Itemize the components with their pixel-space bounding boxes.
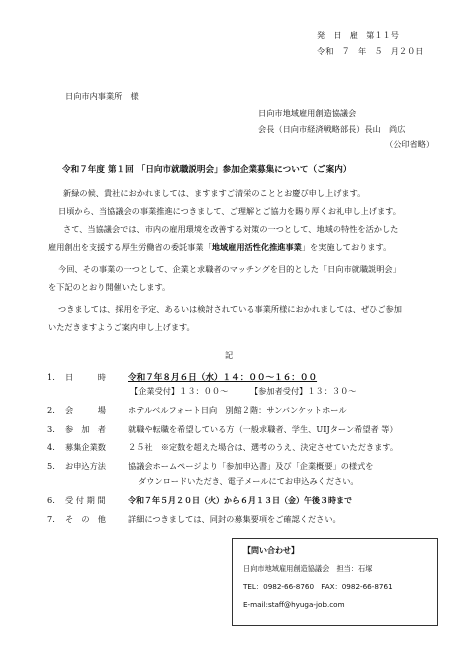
recipient: 日向市内事業所 様 bbox=[65, 91, 139, 101]
item-7-label: そ の 他 bbox=[65, 514, 106, 524]
item-6-label: 受 付 期 間 bbox=[65, 495, 106, 505]
page-title: 令和７年度 第１回 「日向市就職説明会」参加企業募集について（ご案内） bbox=[62, 165, 352, 175]
other-value: 詳細につきましては、同封の募集要項をご確認ください。 bbox=[128, 514, 341, 524]
contact-org: 日向市地域雇用創造協議会 担当：石塚 bbox=[243, 564, 373, 573]
item-7-number: 7. bbox=[47, 514, 55, 524]
sender-org: 日向市地域雇用創造協議会 bbox=[258, 108, 357, 118]
item-2-label: 会 場 bbox=[65, 405, 106, 415]
body-paragraph-5-line-1: つきましては、採用を予定、あるいは検討されている事業所様におかれましては、ぜひご参加 bbox=[58, 304, 402, 314]
contact-box bbox=[232, 538, 438, 626]
participant-reception-time: 【参加者受付】１３：３０～ bbox=[250, 386, 357, 396]
body-paragraph-4-line-2: を下記のとおり開催いたします。 bbox=[48, 282, 171, 292]
body-paragraph-2: 日頃から、当協議会の事業推進につきまして、ご理解とご協力を賜り厚くお礼申し上げます。 bbox=[58, 206, 401, 216]
company-reception-time: 【企業受付】１３：００～ bbox=[130, 386, 229, 396]
item-4-number: 4. bbox=[47, 442, 55, 452]
venue-value: ホテルベルフォート日向 別館２階：サンバンケットホール bbox=[128, 405, 347, 415]
recruit-count-value: ２５社 ※定数を超えた場合は、選考のうえ、決定させていただきます。 bbox=[128, 442, 399, 452]
item-6-number: 6. bbox=[47, 495, 55, 505]
reception-period-value: 令和７年５月２０日（火）から６月１３日（金）午後３時まで bbox=[128, 496, 352, 505]
document-number: 発 日 雇 第１１号 bbox=[317, 30, 399, 40]
body-paragraph-3-line-1: さて、当協議会では、市内の雇用環境を改善する対策の一つとして、地域の特性を活かした bbox=[63, 224, 399, 234]
program-name: 地域雇用活性化推進事業 bbox=[211, 242, 302, 252]
contact-email[interactable]: E-mail:staff@hyuga-job.com bbox=[243, 600, 345, 609]
contact-heading: 【問い合わせ】 bbox=[243, 546, 299, 555]
body-paragraph-5-line-2: いただきますようご案内申し上げます。 bbox=[48, 322, 195, 332]
item-5-number: 5. bbox=[47, 461, 55, 471]
body-text: 」を実施しております。 bbox=[301, 242, 392, 252]
item-1-number: 1. bbox=[47, 372, 55, 382]
item-5-label: お申込方法 bbox=[65, 461, 106, 471]
body-paragraph-3-line-2 bbox=[48, 242, 391, 253]
seal-omitted-note: （公印省略） bbox=[385, 139, 435, 149]
ki-heading: 記 bbox=[225, 350, 234, 360]
body-paragraph-4-line-1: 今回、その事業の一つとして、企業と求職者のマッチングを目的とした「日向市就職説明会」 bbox=[58, 264, 401, 274]
item-2-number: 2. bbox=[47, 405, 55, 415]
document-date: 令和 ７ 年 ５ 月２０日 bbox=[317, 46, 424, 56]
participants-value: 就職や転職を希望している方（一般求職者、学生、UIJターン希望者 等） bbox=[128, 424, 398, 434]
item-3-label: 参 加 者 bbox=[65, 424, 106, 434]
contact-phone: TEL：0982-66-8760 FAX：0982-66-8761 bbox=[243, 582, 393, 591]
body-text: 雇用創出を支援する厚生労働省の委託事業「 bbox=[48, 242, 212, 252]
sender-chair: 会長（日向市経済戦略部長）長山 尚広 bbox=[258, 124, 406, 134]
apply-method-line-1: 協議会ホームページより「参加申込書」及び「企業概要」の様式を bbox=[128, 461, 374, 471]
event-datetime: 令和７年８月６日（水）１４：００～１６：００ bbox=[128, 373, 318, 383]
item-4-label: 募集企業数 bbox=[65, 442, 106, 452]
body-paragraph-1: 新緑の候、貴社におかれましては、ますますご清栄のこととお慶び申し上げます。 bbox=[63, 188, 366, 198]
item-3-number: 3. bbox=[47, 424, 55, 434]
apply-method-line-2: ダウンロードいただき、電子メールにてお申込みください。 bbox=[138, 476, 359, 486]
item-1-label: 日 時 bbox=[65, 372, 106, 382]
